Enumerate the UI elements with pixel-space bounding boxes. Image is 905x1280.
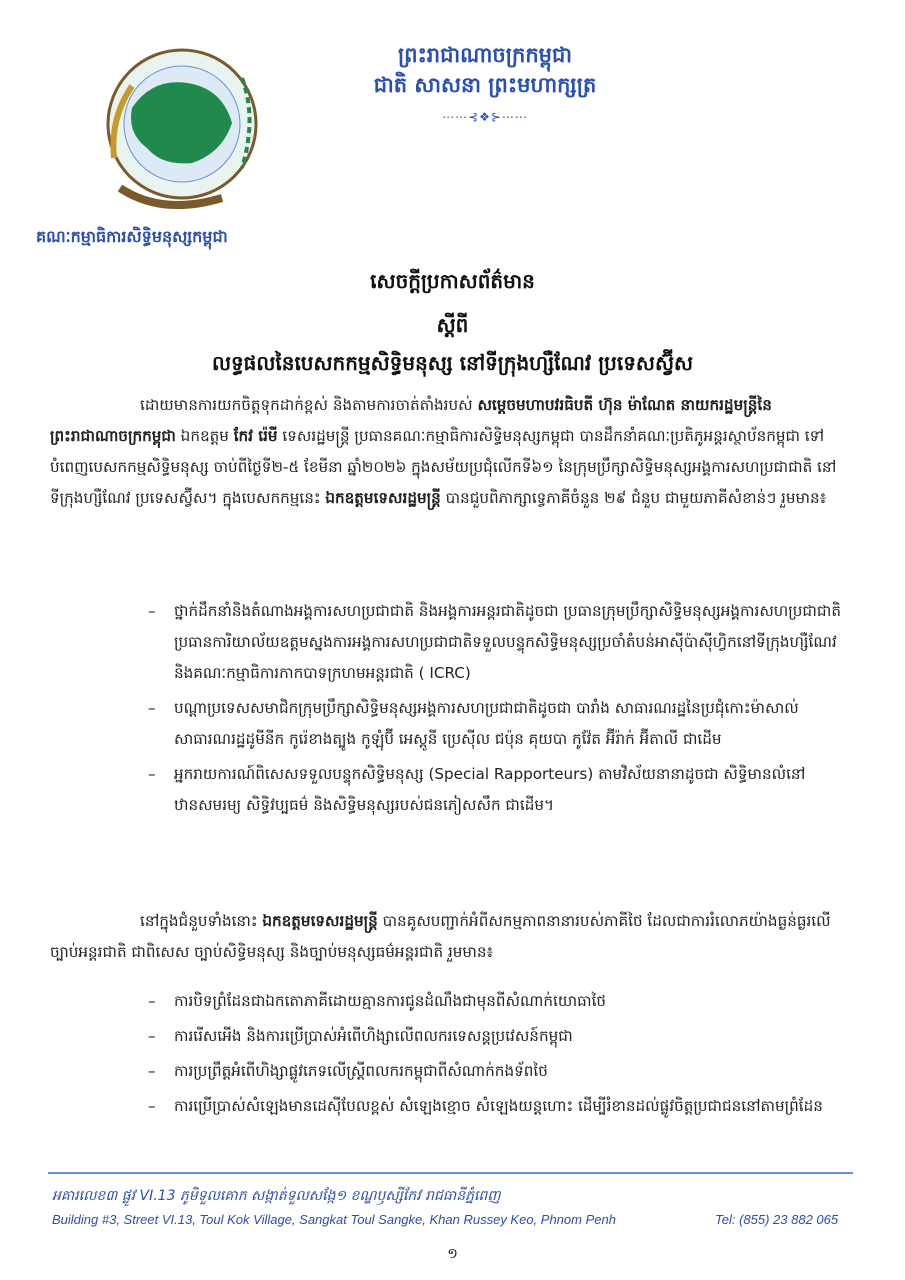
para1-text-e: បានជួបពិភាក្សាទ្វេភាគីចំនួន ២៩ ជំនួប ជាមួយភាគីសំខាន់ៗ រួមមាន៖ xyxy=(440,489,827,507)
para1-text-c: ឯកឧត្តម xyxy=(175,427,234,445)
para2-text-a: នៅក្នុងជំនួបទាំងនោះ xyxy=(140,912,263,930)
footer-divider xyxy=(48,1172,853,1174)
para1-text-a: ដោយមានការយកចិត្តទុកដាក់ខ្ពស់ និងតាមការចាត់តាំងរបស់ xyxy=(140,396,478,414)
list-item-text: ការរើសអើង និងការប្រើប្រាស់អំពើហិង្សាលើពលករទេសន្តប្រវេសន៍កម្ពុជា xyxy=(174,1027,573,1045)
kingdom-title: ព្រះរាជាណាចក្រកម្ពុជា xyxy=(397,42,572,67)
paragraph-violations xyxy=(50,906,855,968)
para1-bold-name: កែវ រ៉េមី xyxy=(233,427,278,445)
footer-address-khmer: អគារលេខ៣ ផ្លូវ VI.13 ភូមិទួលគោក សង្កាត់ទួលសង្កែ១ ខណ្ឌឫស្សីកែវ រាជធានីភ្នំពេញ xyxy=(52,1188,501,1204)
org-logo xyxy=(92,38,262,220)
page-number: ១ xyxy=(447,1246,458,1262)
para1-text-d: ទេសរដ្ឋមន្ត្រី ប្រធានគណៈកម្មាធិការសិទ្ធិមនុស្សកម្ពុជា បានដឹកនាំគណៈប្រតិភូអន្តរស្ថាប័នកម្ពុជា ទៅបំពេញបេសកកម្មសិទ្ធិមនុស្ស ចាប់ពីថ្ងៃទី២-៥ ខែមីនា ឆ្នាំ២០២៦ ក្នុងសម័យប្រជុំលើកទី៦១ នៃក្រុមប្រឹក្សាសិទ្ធិមនុស្សអង្គការសហប្រជាជាតិ នៅទីក្រុងហ្សឺណែវ ប្រទេសស្វ៊ីស។ ក្នុងបេសកកម្មនេះ xyxy=(50,427,837,507)
national-motto: ជាតិ សាសនា ព្រះមហាក្សត្រ xyxy=(373,72,597,97)
list-item-text: ការប្រើប្រាស់សំឡេងមានដេស៊ីបែលខ្ពស់ សំឡេងខ្មោច សំឡេងយន្តហោះ ដើម្បីរំខានដល់ផ្លូវចិត្តប្រជាជននៅតាមព្រំដែន xyxy=(174,1097,823,1115)
para1-bold-pm: សម្តេចមហាបវរធិបតី ហ៊ុន ម៉ាណែត នាយករដ្ឋមន្ត្រីនៃព្រះរាជាណាចក្រកម្ពុជា xyxy=(50,396,772,445)
document-title: សេចក្តីប្រកាសព័ត៌មាន xyxy=(370,269,535,293)
para1-bold-minister: ឯកឧត្តមទេសរដ្ឋមន្ត្រី xyxy=(325,489,441,507)
list-item: – ការប្រព្រឹត្តអំពើហិង្សាផ្លូវភេទលើស្ត្រីពលករកម្ពុជាពីសំណាក់កងទ័ពថៃ xyxy=(148,1062,548,1080)
list-item-text: ថ្នាក់ដឹកនាំនិងតំណាងអង្គការសហប្រជាជាតិ និងអង្គការអន្តរជាតិដូចជា ប្រធានក្រុមប្រឹក្សាសិទ្ធិមនុស្សអង្គការសហប្រជាជាតិ ប្រធានការិយាល័យឧត្តមស្នងការអង្គការសហប្រជាជាតិទទួលបន្ទុកសិទ្ធិមនុស្សប្រចាំតំបន់អាស៊ីប៉ាស៊ីហ្វិកនៅទីក្រុងហ្សឺណែវ និងគណៈកម្មាធិការកាកបាទក្រហមអន្តរជាតិ ( ICRC) xyxy=(174,602,841,682)
meetings-list xyxy=(148,596,848,825)
header-block xyxy=(330,40,640,124)
footer-telephone: Tel: (855) 23 882 065 xyxy=(715,1212,839,1227)
list-item: – ថ្នាក់ដឹកនាំនិងតំណាងអង្គការសហប្រជាជាតិ និងអង្គការអន្តរជាតិដូចជា ប្រធានក្រុមប្រឹក្សាសិទ្ធិមនុស្សអង្គការសហប្រជាជាតិ ប្រធានការិយាល័យឧត្តមស្នងការអង្គការសហប្រជាជាតិទទួលបន្ទុកសិទ្ធិមនុស្សប្រចាំតំបន់អាស៊ីប៉ាស៊ីហ្វិកនៅទីក្រុងហ្សឺណែវ និងគណៈកម្មាធិការកាកបាទក្រហមអន្តរជាតិ ( ICRC) xyxy=(148,602,841,682)
violations-list xyxy=(148,986,848,1126)
list-item-text: ការប្រព្រឹត្តអំពើហិង្សាផ្លូវភេទលើស្ត្រីពលករកម្ពុជាពីសំណាក់កងទ័ពថៃ xyxy=(174,1062,548,1080)
organization-name: គណៈកម្មាធិការសិទ្ធិមនុស្សកម្ពុជា xyxy=(36,227,228,246)
list-item: – បណ្តាប្រទេសសមាជិកក្រុមប្រឹក្សាសិទ្ធិមនុស្សអង្គការសហប្រជាជាតិដូចជា បារាំង សាធារណរដ្ឋនៃប្រជុំកោះម៉ាសាល់ សាធារណរដ្ឋដូមីនីក កូរ៉េខាងត្បូង កូឡុំប៊ី អេស្តូនី ប្រេស៊ីល ជប៉ុន គុយបា កូវ៉ែត អ៊ីរ៉ាក់ អ៊ីតាលី ជាដើម xyxy=(148,699,799,748)
ornament-divider: ⋯⋯⊰❖⊱⋯⋯ xyxy=(442,110,528,124)
paragraph-intro xyxy=(50,390,855,514)
list-item: – ការប្រើប្រាស់សំឡេងមានដេស៊ីបែលខ្ពស់ សំឡេងខ្មោច សំឡេងយន្តហោះ ដើម្បីរំខានដល់ផ្លូវចិត្តប្រជាជននៅតាមព្រំដែន xyxy=(148,1097,823,1115)
para2-bold-minister: ឯកឧត្តមទេសរដ្ឋមន្ត្រី xyxy=(262,912,378,930)
para2-text-c: បានគូសបញ្ជាក់អំពីសកម្មភាពនានារបស់ភាគីថៃ ដែលជាការរំលោភយ៉ាងធ្ងន់ធ្ងរលើច្បាប់អន្តរជាតិ ជាពិសេស ច្បាប់សិទ្ធិមនុស្ស និងច្បាប់មនុស្សធម៌អន្តរជាតិ រួមមាន៖ xyxy=(50,912,831,961)
list-item-text: អ្នករាយការណ៍ពិសេសទទួលបន្ទុកសិទ្ធិមនុស្ស (Special Rapporteurs) តាមវិស័យនានាដូចជា សិទ្ធិមានលំនៅឋានសមរម្យ សិទ្ធិវប្បធម៌ និងសិទ្ធិមនុស្សរបស់ជនភៀសសឹក ជាដើម។ xyxy=(174,765,806,814)
list-item-text: ការបិទព្រំដែនជាឯកតោភាគីដោយគ្មានការជូនដំណឹងជាមុនពីសំណាក់យោធាថៃ xyxy=(174,992,607,1010)
footer-address-english: Building #3, Street VI.13, Toul Kok Village, Sangkat Toul Sangke, Khan Russey Keo, Phnom Penh xyxy=(52,1212,616,1227)
list-item-text: បណ្តាប្រទេសសមាជិកក្រុមប្រឹក្សាសិទ្ធិមនុស្សអង្គការសហប្រជាជាតិដូចជា បារាំង សាធារណរដ្ឋនៃប្រជុំកោះម៉ាសាល់ សាធារណរដ្ឋដូមីនីក កូរ៉េខាងត្បូង កូឡុំប៊ី អេស្តូនី ប្រេស៊ីល ជប៉ុន គុយបា កូវ៉ែត អ៊ីរ៉ាក់ អ៊ីតាលី ជាដើម xyxy=(174,699,799,748)
document-subtitle: ស្តីពី xyxy=(436,313,469,337)
document-topic: លទ្ធផលនៃបេសកកម្មសិទ្ធិមនុស្ស នៅទីក្រុងហ្សឺណែវ ប្រទេសស្វ៊ីស xyxy=(211,351,694,375)
list-item: – ការបិទព្រំដែនជាឯកតោភាគីដោយគ្មានការជូនដំណឹងជាមុនពីសំណាក់យោធាថៃ xyxy=(148,992,607,1010)
list-item: – អ្នករាយការណ៍ពិសេសទទួលបន្ទុកសិទ្ធិមនុស្ស (Special Rapporteurs) តាមវិស័យនានាដូចជា សិទ្ធិមានលំនៅឋានសមរម្យ សិទ្ធិវប្បធម៌ និងសិទ្ធិមនុស្សរបស់ជនភៀសសឹក ជាដើម។ xyxy=(148,765,806,814)
list-item: – ការរើសអើង និងការប្រើប្រាស់អំពើហិង្សាលើពលករទេសន្តប្រវេសន៍កម្ពុជា xyxy=(148,1027,573,1045)
